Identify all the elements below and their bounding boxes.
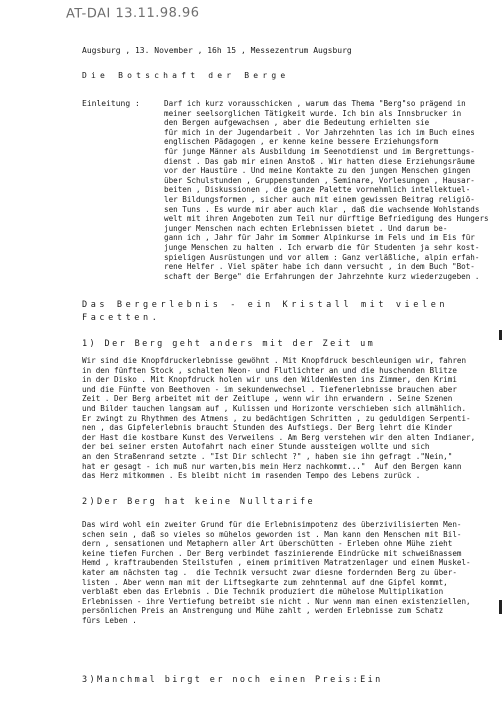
text-line: ler Bildungsformen , sicher auch mit einem gewissen Beitrag religiö- xyxy=(164,194,475,204)
text-line: in den fünften Stock , schalten Neon- und Flutlichter an und die huschenden Blitze xyxy=(82,365,457,375)
text-line: Zeit . Der Berg arbeitet mit der Zeitlupe , wenn wir ihn erwandern . Seine Szenen xyxy=(82,394,453,404)
text-line: und Bilder tauchen langsam auf , Kulissen und Horizonte verschieben sich allmählich. xyxy=(82,403,467,413)
margin-mark xyxy=(499,330,502,340)
text-line: dienst . Das gab mir einen Anstoß . Wir hatten diese Erziehungsräume xyxy=(164,156,475,166)
text-line: gann ich , Jahr für Jahr im Sommer Alpinkurse im Fels und im Eis für xyxy=(164,233,475,243)
section-3-heading: 3)Manchmal birgt er noch einen Preis:Ein xyxy=(82,675,383,685)
text-line: für mich in der Jugendarbeit . Vor Jahrzehnten las ich im Buch eines xyxy=(164,127,475,137)
text-line: listen . Aber wenn man mit der Liftsegkarte zum zehntenmal auf dne Gipfel kommt, xyxy=(82,577,448,587)
text-line: das Herz mitkommen . Es bleibt nicht im rasenden Tempo des Lebens zurück . xyxy=(82,471,421,481)
text-line: englischen Pädagogen , er kenne keine bessere Erziehungsform xyxy=(164,137,439,147)
text-line: dern , sensationen und Metaphern aller Art überschütten - Erleben ohne Mühe zieht xyxy=(82,539,453,549)
text-line: Erlebnissen - ihre Vertiefung betreibt sie nicht . Nur wenn man einen existenziellen, xyxy=(82,596,471,606)
text-line: der Hast die kostbare Kunst des Verweilens . Am Berg verstehen wir den alten Indianer, xyxy=(82,432,476,442)
text-line: spieligen Ausrüstungen und vor allem : Ganz verläßliche, alpin erfah- xyxy=(164,252,480,262)
section-1-body xyxy=(82,356,497,481)
margin-mark xyxy=(499,600,502,614)
text-line: Wir sind die Knopfdruckerlebnisse gewöhnt . Mit Knopfdruck beschleunigen wir, fahren xyxy=(82,356,467,365)
text-line: fürs Leben . xyxy=(82,615,137,625)
section-1-heading: 1) Der Berg geht anders mit der Zeit um xyxy=(82,339,376,349)
crystal-heading-line-1: Das Bergerlebnis - ein Kristall mit vielen xyxy=(82,300,449,310)
archive-stamp: AT-DAI 13.11.98.96 xyxy=(65,5,200,22)
text-line: meiner seelsorglichen Tätigkeit wurde. Ich bin als Innsbrucker in xyxy=(164,108,462,118)
text-line: Das wird wohl ein zweiter Grund für die Erlebnisimpotenz des überzivilisierten Men- xyxy=(82,520,462,529)
text-line: keine tiefen Furchen . Der Berg verbindet faszinierende Eindrücke mit schweißnassem xyxy=(82,548,462,558)
section-2-heading: 2)Der Berg hat keine Nulltarife xyxy=(82,497,316,507)
crystal-heading-line-2: Facetten. xyxy=(82,313,161,323)
text-line: schaft der Berge" die Erfahrungen der Jahrzehnte kurz wiederzugeben . xyxy=(164,271,480,281)
text-line: Hemd , kraftraubenden Steilstufen , einem primitiven Matratzenlager und einem Muskel- xyxy=(82,558,471,568)
text-line: persönlichen Preis an Anstrengung und Mühe zahlt , werden Erlebnisse zum Schatz xyxy=(82,606,444,616)
text-line: in der Disko . Mit Knopfdruck holen wir uns den WildenWesten ins Zimmer, den Krimi xyxy=(82,375,457,385)
intro-label: Einleitung : xyxy=(82,99,140,108)
text-line: junge Menschen zu halten . Ich erwarb die für Studenten ja sehr kost- xyxy=(164,242,480,252)
text-line: verblaßt eben das Erlebnis . Die Technik produziert die mühelose Multiplikation xyxy=(82,587,444,597)
text-line: beiten , Diskussionen , die ganze Palette vornehmlich intellektuel- xyxy=(164,185,471,195)
text-line: der bei seiner ersten Autofahrt nach einer Stunde aussteigen wollte und sich xyxy=(82,442,430,452)
text-line: schen sein , daß so vieles so mühelos geworden ist . Man kann den Menschen mit Bil- xyxy=(82,529,462,539)
text-line: Darf ich kurz vorausschicken , warum das Thema "Berg"so prägend in xyxy=(164,99,466,108)
text-line: nen , das Gipfelerlebnis braucht Stunden des Aufstiegs. Der Berg lehrt die Kinder xyxy=(82,423,453,433)
text-line: junger Menschen nach echten Erlebnissen bietet . Und darum be- xyxy=(164,223,448,233)
text-line: vor der Haustüre . Und meine Kontakte zu den jungen Menschen gingen xyxy=(164,166,471,176)
text-line: für junge Männer als Ausbildung im Seenotdienst und im Bergrettungs- xyxy=(164,146,475,156)
document-title: Die Botschaft der Berge xyxy=(82,71,290,80)
text-line: und die Fünfte von Beethoven - im sekundenwechsel . Tiefenerlebnisse brauchen aber xyxy=(82,384,457,394)
section-2-body xyxy=(82,520,497,626)
text-line: den Bergen aufgewachsen , aber die Bedeutung erhielten sie xyxy=(164,118,430,128)
text-line: an den Straßenrand setzte . "Ist Dir schlecht ?" , haben sie ihn gefragt ."Nein," xyxy=(82,451,453,461)
text-line: rene Helfer . Viel später habe ich dann versucht , in dem Buch "Bot- xyxy=(164,262,475,272)
place-date-line: Augsburg , 13. November , 16h 15 , Messezentrum Augsburg xyxy=(82,46,352,55)
text-line: hat er gesagt - ich muß nur warten,bis mein Herz nachkommt..." Auf den Bergen kann xyxy=(82,461,462,471)
intro-paragraph xyxy=(164,99,492,281)
text-line: über Schulstunden , Gruppenstunden , Seminare, Vorlesungen , Hausar- xyxy=(164,175,475,185)
text-line: kater am nächsten tag . die Technik versucht zwar diesne fordernden Berg zu über- xyxy=(82,567,457,577)
text-line: Er zwingt zu Rhythmen des Atmens , zu bedächtigen Schritten , zu geduldigen Serpenti- xyxy=(82,413,471,423)
text-line: sen Tuns . Es wurde mir aber auch klar , daß die wachsende Wohlstands xyxy=(164,204,480,214)
text-line: welt mit ihren Angeboten zum Teil nur dürftige Befriedigung des Hungers xyxy=(164,214,489,224)
